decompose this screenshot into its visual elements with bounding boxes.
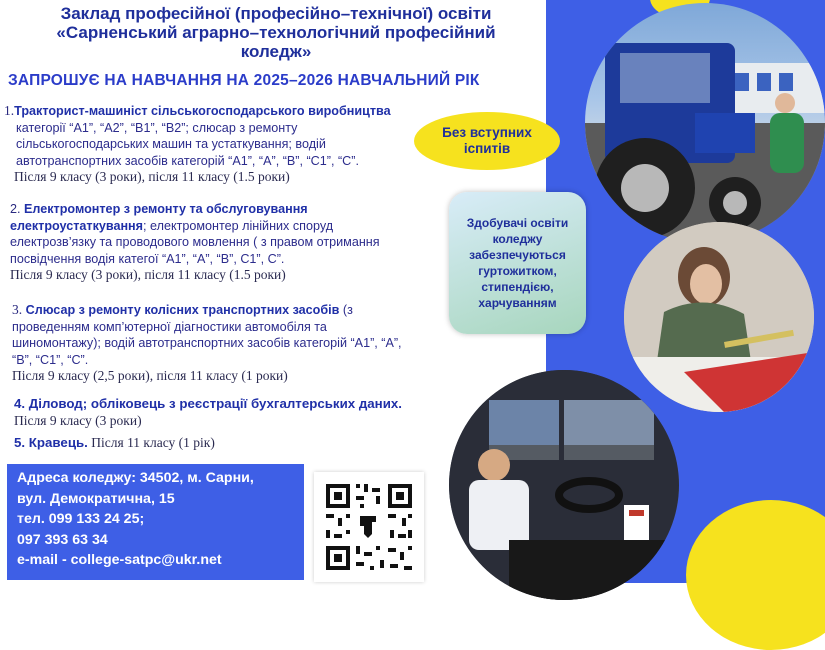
program-desc-line: ; електромонтер лінійних споруд	[143, 218, 334, 233]
program-desc-line: автотранспортних засобів категорій “А1”, “А”, “В”, “С1”, “С”.	[16, 153, 359, 168]
title-line-3: коледж»	[240, 42, 312, 61]
no-entrance-exams-badge	[414, 112, 560, 170]
program-item-5	[14, 435, 454, 452]
program-name: Електромонтер з ремонту та обслуговування	[24, 202, 308, 216]
program-desc-line: (з	[339, 303, 353, 317]
badge-line-1: Без вступних	[442, 125, 532, 140]
info-line: гуртожитком,	[478, 264, 557, 278]
program-desc-line: проведенням комп’ютерної діагностики автомобіля та	[12, 319, 327, 334]
info-line: коледжу	[492, 232, 543, 246]
address-line: Адреса коледжу: 34502, м. Сарни,	[17, 470, 254, 486]
program-item-4	[14, 396, 454, 429]
program-desc-line: “В”, “С1”, “С”.	[12, 352, 89, 367]
program-name: Слюсар з ремонту колісних транспортних засобів	[25, 303, 340, 317]
title-line-2: «Сарненський аграрно–технологічний професійний	[56, 23, 496, 42]
program-number: 1.	[4, 103, 15, 118]
invitation-heading: ЗАПРОШУЄ НА НАВЧАННЯ НА 2025–2026 НАВЧАЛЬНИЙ РІК	[8, 72, 480, 89]
tractor-illustration	[585, 3, 825, 243]
program-name: Кравець.	[28, 435, 88, 450]
phone-line-2: 097 393 63 34	[17, 531, 108, 548]
email-line: e-mail - college-satpc@ukr.net	[17, 552, 222, 568]
program-desc-line: сільськогосподарських машин та устаткування; водій	[16, 137, 326, 151]
program-number: 5.	[14, 435, 26, 450]
program-duration: Після 9 класу (3 роки), після 11 класу (1.5 роки)	[10, 267, 286, 282]
info-line: стипендією,	[481, 280, 554, 294]
tailor-illustration	[624, 222, 814, 412]
badge-line-2: іспитів	[463, 141, 511, 156]
title-line-1: Заклад професійної (професійно–технічної) освіти	[60, 4, 492, 23]
program-duration: Після 11 класу (1 рік)	[87, 435, 215, 450]
phone-line-1: тел. 099 133 24 25;	[17, 511, 145, 527]
page-title	[6, 4, 546, 61]
simulator-illustration	[449, 370, 679, 600]
tractor-photo	[585, 3, 825, 243]
program-duration: Після 9 класу (2,5 роки), після 11 класу (1 роки)	[12, 368, 288, 383]
contact-address-box	[7, 464, 304, 580]
program-item-2	[10, 201, 450, 284]
program-duration: Після 9 класу (3 роки), після 11 класу (1.5 роки)	[14, 169, 290, 184]
program-desc-line: шиномонтажу); водій автотранспортних засобів категорій “А1”, “А”,	[12, 336, 402, 350]
qr-code-icon	[314, 472, 424, 582]
street-line: вул. Демократична, 15	[17, 490, 175, 507]
benefits-info-box	[449, 192, 586, 334]
program-number: 2.	[10, 202, 21, 216]
program-number: 4.	[14, 396, 26, 411]
info-line: забезпечуються	[469, 248, 566, 262]
program-number: 3.	[12, 302, 23, 317]
program-name-cont: електроустаткування	[10, 218, 144, 233]
program-duration: Після 9 класу (3 роки)	[14, 412, 142, 428]
qr-code[interactable]	[314, 472, 424, 582]
info-line: Здобувачі освіти	[466, 216, 569, 230]
program-item-1	[4, 103, 444, 186]
program-desc-line: посвідчення водія категої “А1”, “А”, “В”, С1”, С”.	[10, 251, 285, 266]
program-name: Діловод; обліковець з реєстрації бухгалтерських даних.	[28, 396, 402, 411]
program-desc-line: категорії “А1”, “А2”, “В1”, “В2”; слюсар з ремонту	[16, 120, 298, 135]
tailor-photo	[624, 222, 814, 412]
program-name: Тракторист-машиніст сільськогосподарського виробництва	[14, 104, 391, 118]
program-desc-line: електрозв’язку та проводового мовлення ( з правом отримання	[10, 235, 380, 249]
program-item-3	[12, 302, 452, 385]
info-line: харчуванням	[478, 296, 557, 310]
driving-simulator-photo	[449, 370, 679, 600]
